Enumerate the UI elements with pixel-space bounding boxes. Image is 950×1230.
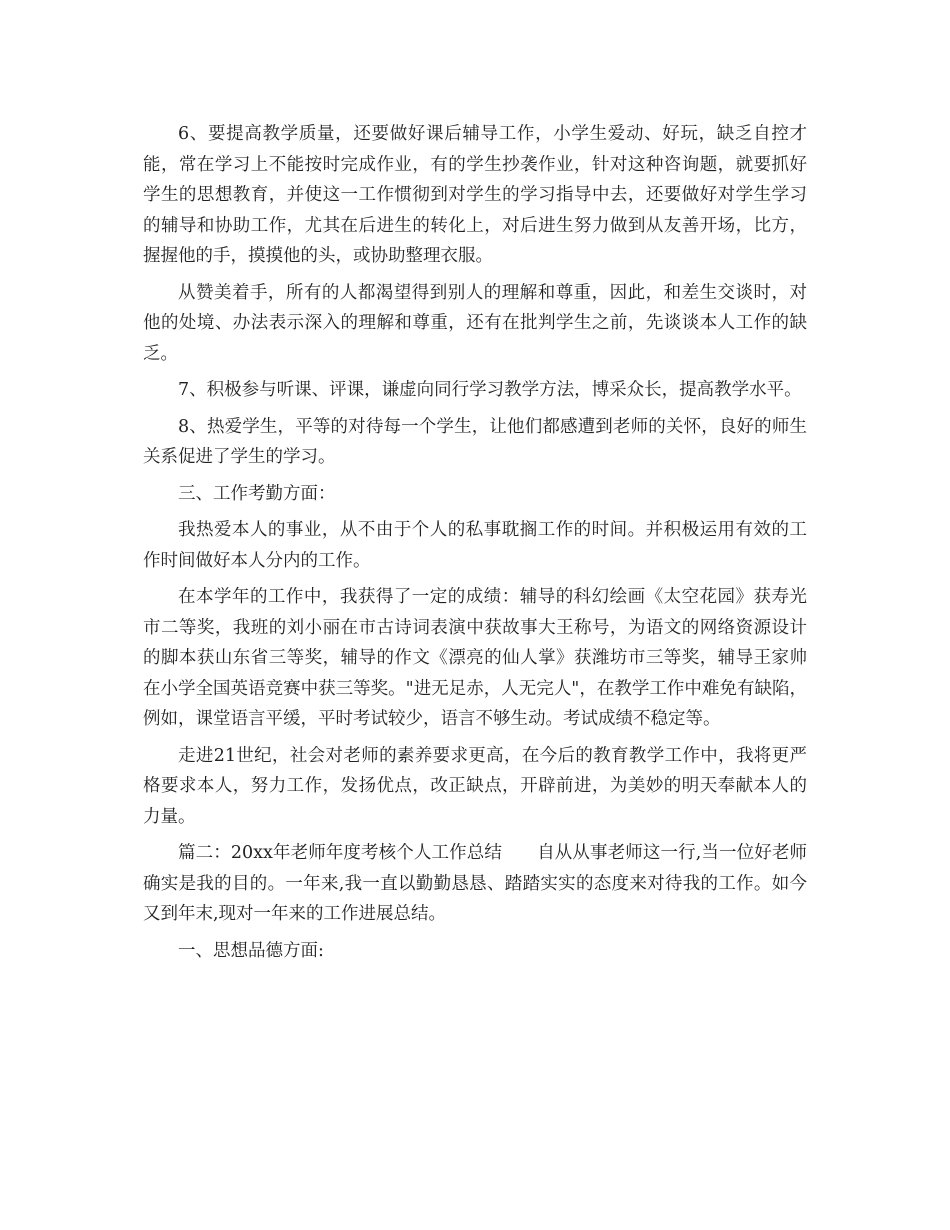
section-heading-attendance: 三、工作考勤方面： (178, 483, 336, 504)
document-body (143, 119, 807, 966)
section-heading-ideology: 一、思想品德方面: (178, 940, 324, 961)
paragraph-item-6: 6、要提高教学质量，还要做好课后辅导工作，小学生爱动、好玩，缺乏自控才能，常在学习上不能按时完成作业，有的学生抄袭作业，针对这种咨询题，就要抓好学生的思想教育，并使这一工作惯彻到对学生的学习指导中去，还要做好对学生学习的辅导和协助工作，尤其在后进生的转化上，对后进生努力做到从友善开场，比方，握握他的手，摸摸他的头，或协助整理衣服。 (143, 124, 807, 266)
paragraph-attendance: 我热爱本人的事业，从不由于个人的私事耽搁工作的时间。并积极运用有效的工作时间做好本人分内的工作。 (143, 520, 807, 571)
paragraph-21st-century: 走进21世纪，社会对老师的素养要求更高，在今后的教育教学工作中，我将更严格要求本人，努力工作，发扬优点，改正缺点，开辟前进，为美妙的明天奉献本人的力量。 (143, 745, 807, 827)
paragraph-praise: 从赞美着手，所有的人都渴望得到别人的理解和尊重，因此，和差生交谈时，对他的处境、办法表示深入的理解和尊重，还有在批判学生之前，先谈谈本人工作的缺乏。 (143, 282, 807, 364)
paragraph-part-two: 篇二：20xx年老师年度考核个人工作总结 自从从事老师这一行,当一位好老师确实是我的目的。一年来,我一直以勤勤恳恳、踏踏实实的态度来对待我的工作。如今又到年末,现对一年来的工作进展总结。 (143, 843, 807, 924)
paragraph-achievements: 在本学年的工作中，我获得了一定的成绩：辅导的科幻绘画《太空花园》获寿光市二等奖，我班的刘小丽在市古诗词表演中获故事大王称号，为语文的网络资源设计的脚本获山东省三等奖，辅导的作文《漂亮的仙人掌》获潍坊市三等奖，辅导王家帅在小学全国英语竞赛中获三等奖。"进无足赤，人无完人"，在教学工作中难免有缺陷，例如，课堂语言平缓，平时考试较少，语言不够生动。考试成绩不稳定等。 (143, 587, 807, 729)
paragraph-item-7: 7、积极参与听课、评课，谦虚向同行学习教学方法，博采众长，提高教学水平。 (178, 380, 802, 400)
paragraph-item-8: 8、热爱学生，平等的对待每一个学生，让他们都感遭到老师的关怀，良好的师生关系促进了学生的学习。 (143, 416, 807, 467)
